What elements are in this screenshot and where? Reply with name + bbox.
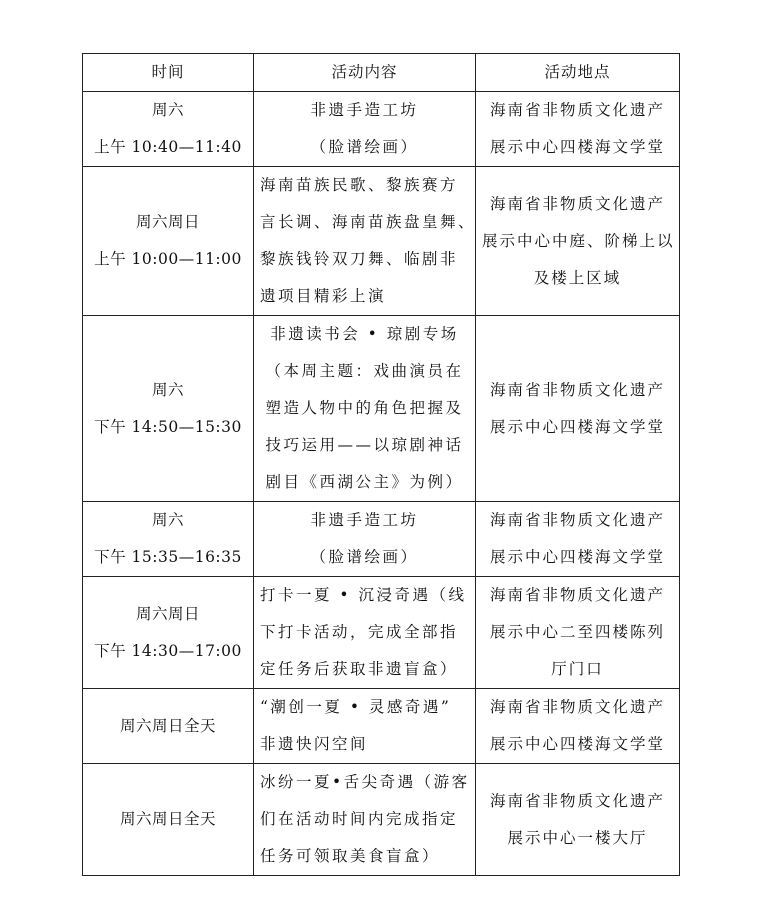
content-cell-line: 非遗读书会 • 琼剧专场 [270,325,459,343]
content-cell-line: 非遗手造工坊 [310,511,419,529]
location-cell [476,764,680,876]
location-cell-line: 展示中心四楼海文学堂 [489,548,665,566]
table-row [83,577,680,689]
content-cell-line: 海南苗族民歌、黎族赛方 [260,176,459,194]
location-cell [476,502,680,577]
location-cell-line: 展示中心四楼海文学堂 [489,138,665,156]
content-cell-line: 冰纷一夏•舌尖奇遇（游客 [260,773,470,791]
time-cell [83,92,254,167]
time-cell-line: 周六 [151,511,184,529]
time-cell-line: 下午 15:35—16:35 [94,548,242,566]
content-cell-line: 非遗快闪空间 [260,735,369,753]
location-cell-line: 海南省非物质文化遗产 [489,791,665,810]
location-cell-line: 海南省非物质文化遗产 [489,194,665,213]
content-cell-line: “潮创一夏 • 灵感奇遇” [260,698,452,716]
content-cell [254,316,476,502]
time-cell [83,316,254,502]
schedule-table [82,53,680,876]
location-cell [476,92,680,167]
content-cell-line: （脸谱绘画） [310,548,419,566]
location-cell-line: 展示中心四楼海文学堂 [489,417,665,436]
location-cell-line: 海南省非物质文化遗产 [489,586,665,604]
content-cell-line: 定任务后获取非遗盲盒） [260,660,459,678]
location-cell-line: 海南省非物质文化遗产 [489,511,665,529]
header-row [83,54,680,92]
table-row [83,689,680,764]
table-row [83,764,680,876]
header-content: 活动内容 [254,54,476,92]
time-cell [83,577,254,689]
content-cell-line: （本周主题：戏曲演员在 [265,362,464,380]
content-cell [254,92,476,167]
table-row [83,502,680,577]
location-cell [476,316,680,502]
content-cell-line: 非遗手造工坊 [310,101,419,119]
time-cell-line: 周六 [151,380,184,399]
content-cell-line: 打卡一夏 • 沉浸奇遇（线 [260,586,467,604]
table-header [83,54,680,92]
time-cell-line: 周六周日全天 [119,716,216,735]
time-cell [83,167,254,316]
time-cell-line: 周六周日全天 [119,810,216,828]
location-cell-line: 展示中心一楼大厅 [507,828,648,847]
location-cell-line: 及楼上区域 [533,268,622,287]
content-cell-line: 们在活动时间内完成指定 [260,810,459,828]
location-cell-line: 展示中心二至四楼陈列 [489,623,665,641]
content-cell [254,577,476,689]
location-cell-line: 海南省非物质文化遗产 [489,698,665,716]
content-cell-line: 技巧运用——以琼剧神话 [265,436,464,454]
location-cell-line: 海南省非物质文化遗产 [489,101,665,119]
time-cell-line: 下午 14:30—17:00 [94,641,242,660]
time-cell-line: 下午 14:50—15:30 [94,417,242,436]
location-cell [476,167,680,316]
time-cell-line: 周六周日 [135,604,200,623]
content-cell [254,764,476,876]
location-cell-line: 厅门口 [551,660,604,678]
location-cell-line: 展示中心四楼海文学堂 [489,735,665,753]
table-row [83,167,680,316]
time-cell [83,689,254,764]
location-cell-line: 海南省非物质文化遗产 [489,380,665,399]
content-cell-line: 剧目《西湖公主》为例） [265,473,464,491]
content-cell-line: 塑造人物中的角色把握及 [265,399,464,417]
time-cell-line: 周六 [151,101,184,119]
content-cell-line: 任务可领取美食盲盒） [260,847,441,865]
header-time: 时间 [83,54,254,92]
content-cell-line: 下打卡活动，完成全部指 [260,623,459,641]
content-cell-line: 黎族钱铃双刀舞、临剧非 [260,250,459,268]
header-location: 活动地点 [476,54,680,92]
table-body [83,92,680,876]
location-cell [476,577,680,689]
content-cell [254,502,476,577]
table-row [83,92,680,167]
location-cell-line: 展示中心中庭、阶梯上以 [482,231,675,250]
location-cell [476,689,680,764]
content-cell-line: 言长调、海南苗族盘皇舞、 [260,213,477,231]
time-cell-line: 上午 10:00—11:00 [94,250,242,268]
content-cell [254,167,476,316]
time-cell-line: 上午 10:40—11:40 [94,138,242,156]
time-cell [83,764,254,876]
content-cell-line: 遗项目精彩上演 [260,287,387,305]
content-cell-line: （脸谱绘画） [310,138,419,156]
time-cell-line: 周六周日 [135,213,200,231]
time-cell [83,502,254,577]
content-cell [254,689,476,764]
table-row [83,316,680,502]
